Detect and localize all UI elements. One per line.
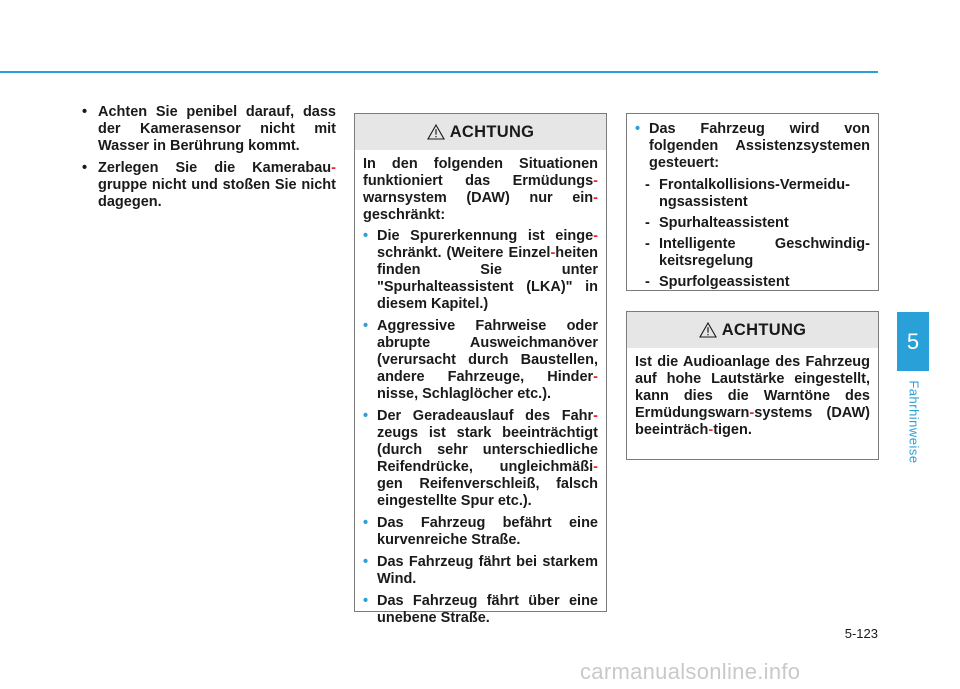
daw-bullet-3	[363, 408, 598, 510]
top-rule	[0, 71, 878, 73]
left-bullet-1	[82, 104, 336, 155]
intro-b: warnsystem (DAW) nur ein	[363, 190, 594, 206]
audio-text	[635, 354, 870, 439]
assist-item-2: - Spurhalteassistent	[635, 215, 870, 232]
intro-c: geschränkt:	[363, 207, 446, 223]
hyphen-mark: -	[593, 408, 598, 424]
bullet-text: Das Fahrzeug fährt über eine unebene Straße.	[377, 593, 598, 626]
hyphen-mark: -	[331, 160, 336, 176]
bullet-text: Die Spurerkennung ist einge	[377, 228, 594, 244]
hyphen-mark: -	[593, 369, 598, 385]
bullet-text: heiten finden Sie unter "Spurhalteassistent (LKA)" in diesem Kapitel.)	[377, 245, 598, 312]
hyphen-mark: -	[708, 422, 714, 438]
assist-systems-box	[626, 113, 879, 291]
intro-text	[363, 156, 598, 224]
daw-bullet-4	[363, 515, 598, 549]
bullet-text: Der Geradeauslauf des Fahr	[377, 408, 594, 424]
page-number: 5-123	[844, 626, 878, 641]
hyphen-mark: -	[593, 173, 598, 189]
left-bullet-2	[82, 160, 336, 211]
assist-systems-body	[627, 114, 878, 303]
hyphen-mark: -	[593, 459, 598, 475]
bullet-text: nisse, Schlaglöcher etc.).	[377, 386, 552, 402]
daw-bullet-6	[363, 593, 598, 627]
achtung-box-daw-limits	[354, 113, 607, 626]
left-bullet-2-text-a: Zerlegen Sie die Kamerabau	[98, 160, 332, 176]
achtung-header	[355, 114, 606, 150]
bullet-text: schränkt. (Weitere Einzel	[377, 245, 551, 261]
achtung-body	[355, 150, 606, 640]
warning-triangle-icon	[427, 124, 445, 140]
intro-a: In den folgenden Situationen funktioniert das Ermüdungs	[363, 156, 598, 189]
warning-triangle-icon	[699, 322, 717, 338]
daw-bullet-2	[363, 318, 598, 403]
chapter-label-text: Fahrhinweise	[906, 380, 922, 464]
chapter-label	[905, 382, 923, 462]
hyphen-mark: -	[550, 245, 556, 261]
achtung-body	[627, 348, 878, 451]
assist-bullet: • Das Fahrzeug wird von folgenden Assistenzsystemen gesteuert:	[635, 121, 870, 172]
bullet-text: Das Fahrzeug befährt eine kurvenreiche Straße.	[377, 515, 598, 548]
bullet-text: Aggressive Fahrweise oder abrupte Ausweichmanöver (verursacht durch Baustellen, andere Fahrzeuge, Hinder	[377, 318, 598, 385]
achtung-title: ACHTUNG	[449, 122, 535, 141]
daw-bullet-5	[363, 554, 598, 588]
daw-bullet-1	[363, 228, 598, 313]
hyphen-mark: -	[749, 405, 755, 421]
hyphen-mark: -	[593, 190, 598, 206]
audio-text-c: tigen.	[713, 422, 752, 438]
bullet-text: zeugs ist stark beeinträchtigt (durch sehr unterschiedliche Reifendrücke, ungleichmäßi	[377, 425, 598, 475]
left-column	[82, 104, 336, 216]
watermark: carmanualsonline.info	[580, 659, 801, 684]
audio-text-b: systems (DAW) beeinträch	[635, 405, 870, 438]
achtung-title: ACHTUNG	[721, 320, 807, 339]
assist-item-4: - Spurfolgeassistent	[635, 274, 870, 291]
hyphen-mark: -	[593, 228, 598, 244]
bullet-text: Das Fahrzeug fährt bei starkem Wind.	[377, 554, 598, 587]
bullet-text: gen Reifenverschleiß, falsch eingestellte Spur etc.).	[377, 476, 598, 509]
audio-text-a: Ist die Audioanlage des Fahrzeug auf hohe Lautstärke eingestellt, kann dies die Warntöne des Ermüdungswarn	[635, 354, 870, 421]
left-bullet-2-text-b: gruppe nicht und stoßen Sie nicht dagegen.	[98, 177, 336, 210]
assist-item-1: - Frontalkollisions-Vermeidu-ngsassistent	[635, 177, 870, 211]
achtung-box-audio	[626, 311, 879, 460]
chapter-tab[interactable]: 5	[897, 312, 929, 371]
achtung-header	[627, 312, 878, 348]
left-bullet-1-text: Achten Sie penibel darauf, dass der Kamerasensor nicht mit Wasser in Berührung kommt.	[98, 104, 336, 154]
assist-item-3: - Intelligente Geschwindig-keitsregelung	[635, 236, 870, 270]
